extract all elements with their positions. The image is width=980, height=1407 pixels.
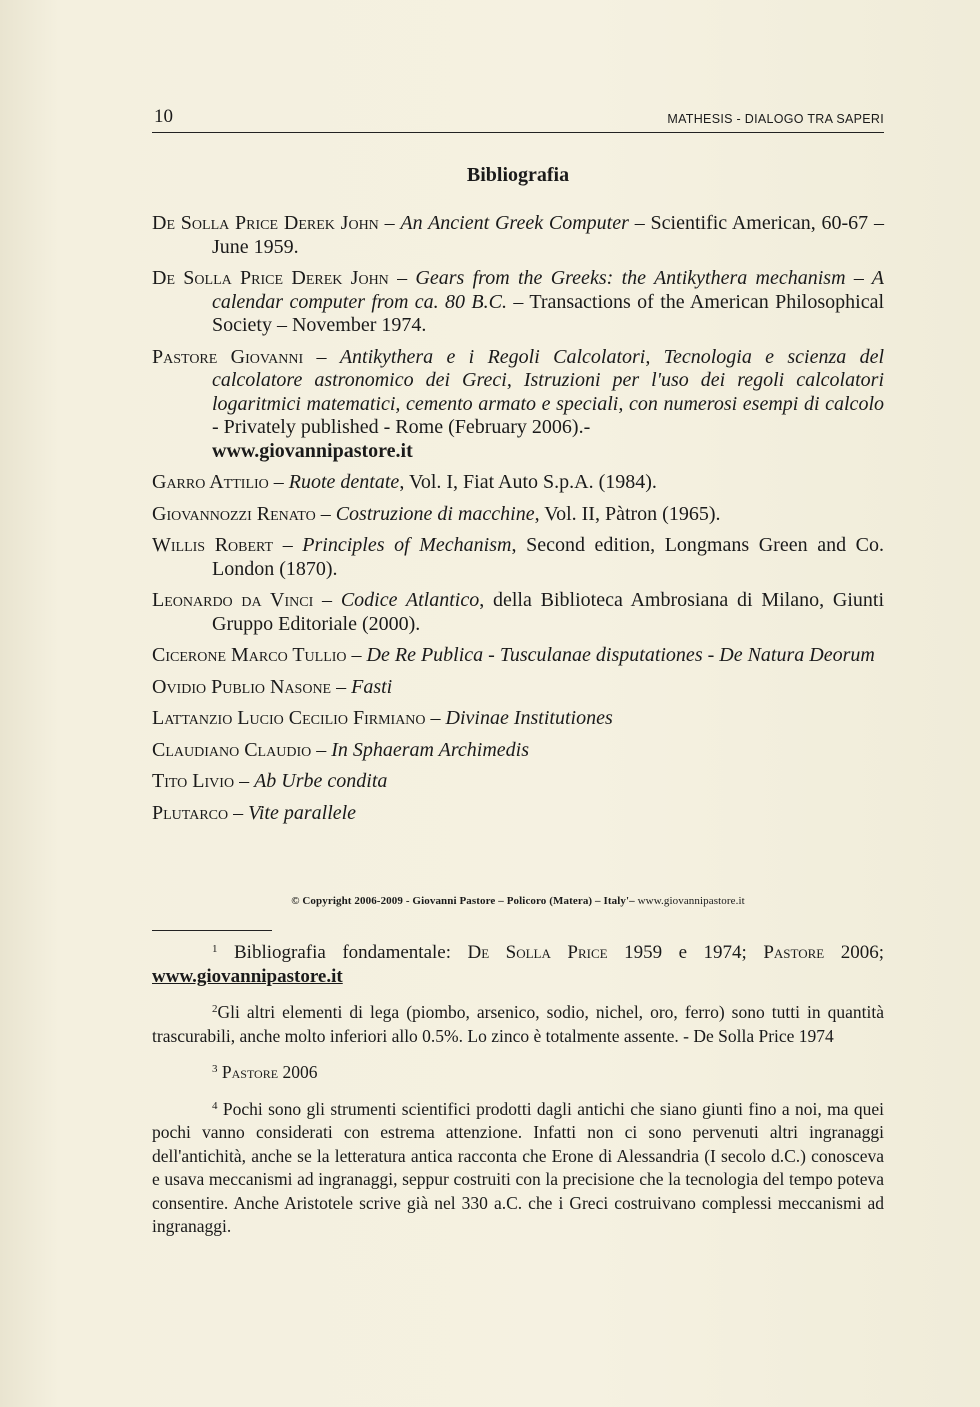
entry-author: Claudiano Claudio xyxy=(152,738,312,761)
entry-details: , della Biblioteca Ambrosiana di Milano, Giunti Gruppo Editoriale (2000). xyxy=(212,589,885,635)
entry-work: Ruote dentate xyxy=(288,471,400,493)
entry-work: An Ancient Greek Computer xyxy=(400,212,629,234)
entry-details: , Vol. I, Fiat Auto S.p.A. (1984). xyxy=(399,471,657,493)
entry-work: In Sphaeram Archimedis xyxy=(331,738,529,761)
entry-separator: – xyxy=(268,471,289,493)
entry-work: Costruzione di macchine xyxy=(335,502,535,525)
bibliography-entry xyxy=(152,267,884,338)
bibliography-entry xyxy=(152,534,884,581)
journal-title: MATHESIS - DIALOGO TRA SAPERI xyxy=(667,112,884,126)
entry-separator: – xyxy=(331,675,352,698)
footnote-number: 2 xyxy=(212,1003,218,1015)
running-header xyxy=(152,106,884,133)
copyright-url: www.giovannipastore.it xyxy=(634,895,745,907)
footnote-number: 3 xyxy=(212,1063,218,1075)
bibliography-entry xyxy=(152,471,884,495)
copyright-notice xyxy=(152,895,884,907)
entry-author: Ovidio Publio Nasone xyxy=(152,675,332,698)
footnote-text: Gli altri elementi di lega (piombo, arsenico, sodio, nichel, oro, ferro) sono tutti in quantità trascurabili, anche molto inferiori allo 0.5%. Lo zinco è totalmente assente. - De Solla Price 1974 xyxy=(152,1002,884,1046)
footnote-number: 1 xyxy=(212,943,218,955)
entry-details: – Scientific American, 60-67 – June 1959. xyxy=(212,212,884,258)
entry-separator: – xyxy=(346,644,367,666)
section-title: Bibliografia xyxy=(466,164,570,186)
footnote-4 xyxy=(152,1095,884,1239)
copyright-text: © Copyright 2006-2009 - Giovanni Pastore – Policoro (Matera) – Italy'– xyxy=(291,895,635,907)
entry-separator: – xyxy=(425,707,446,729)
bibliography-entry xyxy=(152,707,884,731)
bibliography-entry xyxy=(152,346,884,464)
bibliography-entry xyxy=(152,212,884,259)
entry-author: Giovannozzi Renato xyxy=(152,502,316,525)
entry-author: Garro Attilio xyxy=(152,471,269,493)
entry-author: De Solla Price Derek John xyxy=(152,212,379,234)
footnote-divider xyxy=(152,930,272,931)
entry-author: Plutarco xyxy=(152,801,229,824)
footnote-text: 1959 e 1974; xyxy=(607,942,764,963)
footnote-2 xyxy=(152,998,884,1048)
bibliography-entry xyxy=(152,739,884,763)
bibliography-entry xyxy=(152,644,884,668)
entry-details: , Second edition, Longmans Green and Co. London (1870). xyxy=(212,534,885,580)
bibliography-entry xyxy=(152,676,884,700)
entry-author: Lattanzio Lucio Cecilio Firmiano xyxy=(152,707,426,729)
entry-separator: – xyxy=(313,589,341,611)
entry-details: – Transactions of the American Philosophical Society – November 1974. xyxy=(212,290,884,336)
entry-separator: – xyxy=(234,770,255,792)
entry-work: Fasti xyxy=(351,675,393,698)
website-link[interactable]: www.giovannipastore.it xyxy=(152,965,343,987)
entry-author: Willis Robert xyxy=(152,534,274,556)
entry-separator: – xyxy=(303,345,340,368)
footnote-text: 2006 xyxy=(278,1062,318,1082)
entry-details: , Vol. II, Pàtron (1965). xyxy=(534,502,721,525)
entry-separator: – xyxy=(311,738,332,761)
entry-work: Vite parallele xyxy=(248,801,357,824)
entry-work: De Re Publica - Tusculanae disputationes - De Natura Deorum xyxy=(366,644,875,666)
footnote-text: 2006; xyxy=(824,942,885,963)
footnote-author: De Solla Price xyxy=(467,942,608,963)
entry-work: Antikythera e i Regoli Calcolatori, Tecnologia e scienza del calcolatore astronomico dei Greci, Istruzioni per l'uso dei regoli calcolatori logaritmici matematici, cemento armato e speciali, con numerosi esempi di calcolo xyxy=(212,345,885,415)
entry-separator: – xyxy=(315,502,336,525)
entry-author: De Solla Price Derek John xyxy=(152,267,389,289)
entry-author: Leonardo da Vinci xyxy=(152,589,314,611)
bibliography-entry xyxy=(152,503,884,527)
entry-separator: – xyxy=(273,534,303,556)
entry-website: www.giovannipastore.it xyxy=(212,439,413,462)
bibliography-list xyxy=(152,212,884,833)
entry-work: Divinae Institutiones xyxy=(445,707,613,729)
entry-work: Gears from the Greeks: the Antikythera mechanism – A calendar computer from ca. 80 B.C. xyxy=(212,267,884,313)
footnote-author: Pastore xyxy=(221,1062,279,1082)
entry-separator: – xyxy=(228,801,249,824)
entry-work: Principles of Mechanism xyxy=(302,534,512,556)
entry-work: Ab Urbe condita xyxy=(254,770,388,792)
entry-author: Cicerone Marco Tullio xyxy=(152,644,347,666)
entry-author: Pastore Giovanni xyxy=(152,345,304,368)
entry-separator: – xyxy=(378,212,401,234)
footnote-author: Pastore xyxy=(763,942,825,963)
footnote-text: Pochi sono gli strumenti scientifici prodotti dagli antichi che siano giunti fino a noi, ma quei pochi vanno considerati con estrema attenzione. Infatti non ci sono pervenuti altri ingranaggi dell'antichità, anche se la letteratura antica racconta che Erone di Alessandria (I secolo d.C.) conosceva e usava meccanismi ad ingranaggi, seppur costruiti con la precisione che la tecnologia del tempo poteva consentire. Anche Aristotele scrive già nel 330 a.C. che i Greci costruivano complessi meccanismi ad ingranaggi. xyxy=(152,1098,884,1236)
bibliography-entry xyxy=(152,802,884,826)
entry-author: Tito Livio xyxy=(152,770,235,792)
entry-separator: – xyxy=(388,267,416,289)
footnote-3 xyxy=(152,1058,884,1085)
bibliography-entry xyxy=(152,589,884,636)
footnote-number: 4 xyxy=(212,1099,218,1112)
footnote-1 xyxy=(152,938,884,988)
page-number: 10 xyxy=(154,106,173,127)
bibliography-entry xyxy=(152,770,884,794)
footnote-text: Bibliografia fondamentale: xyxy=(217,942,468,963)
entry-work: Codice Atlantico xyxy=(340,589,480,611)
footnotes xyxy=(152,938,884,1249)
entry-details: - Privately published - Rome (February 2006).- xyxy=(212,416,591,438)
